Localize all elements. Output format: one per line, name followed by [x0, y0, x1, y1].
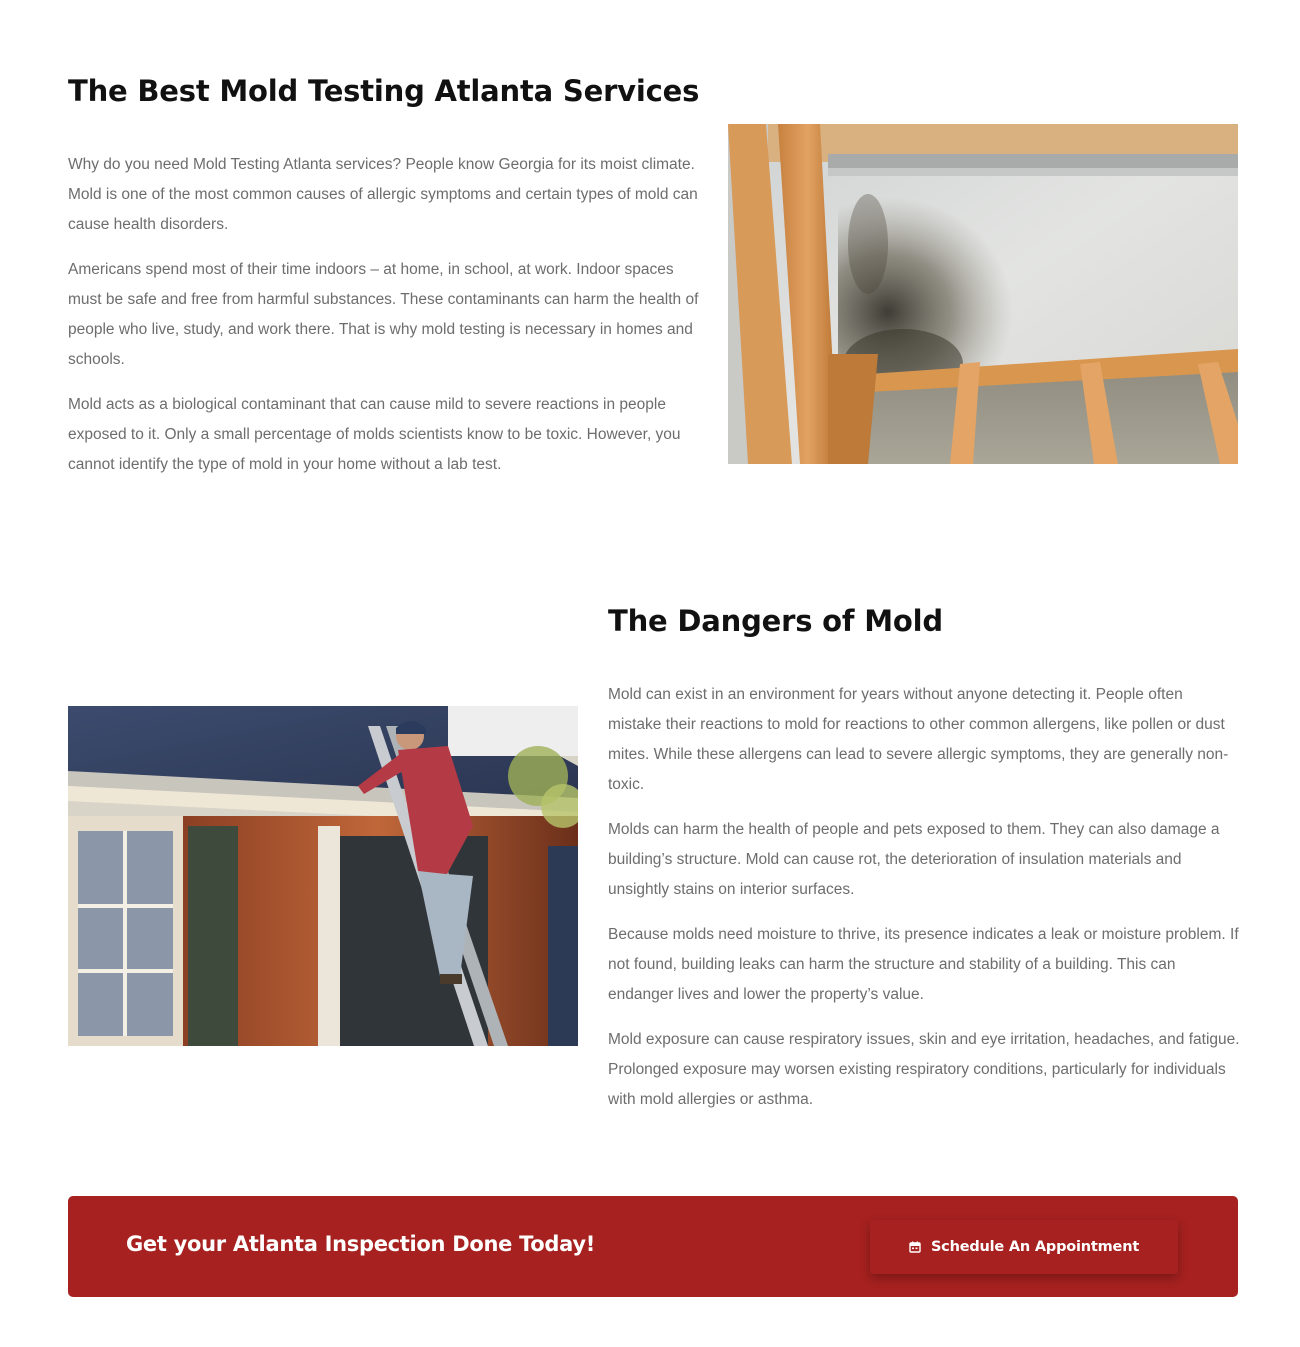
mold-testing-section: [68, 70, 1238, 490]
dangers-section: [68, 600, 1238, 1120]
paragraph: Because molds need moisture to thrive, its presence indicates a leak or moisture problem. If not found, building leaks can harm the structure and stability of a building. This can endanger lives and lower the property’s value.: [608, 926, 1239, 1003]
moldy-wall-image: [728, 124, 1238, 464]
section-title: The Dangers of Mold: [608, 604, 943, 638]
paragraph: Molds can harm the health of people and pets exposed to them. They can also damage a building’s structure. Mold can cause rot, the deterioration of insulation materials and unsightly stains on interior surfaces.: [608, 821, 1220, 898]
paragraph: Mold acts as a biological contaminant that can cause mild to severe reactions in people exposed to it. Only a small percentage of molds scientists know to be toxic. However, you cannot identify the type of mold in your home without a lab test.: [68, 396, 681, 473]
section-title: The Best Mold Testing Atlanta Services: [68, 74, 700, 108]
schedule-appointment-button[interactable]: [870, 1220, 1178, 1274]
section-body: [608, 680, 1240, 1130]
paragraph: Mold can exist in an environment for years without anyone detecting it. People often mistake their reactions to mold for reactions to other common allergens, like pollen or dust mites. While these allergens can lead to severe allergic symptoms, they are generally non-toxic.: [608, 686, 1229, 793]
gutter-inspection-image: [68, 706, 578, 1046]
section-body: [68, 150, 700, 495]
paragraph: Why do you need Mold Testing Atlanta services? People know Georgia for its moist climate. Mold is one of the most common causes of allergic symptoms and certain types of mold can cause health disorders.: [68, 156, 698, 233]
cta-title: Get your Atlanta Inspection Done Today!: [126, 1232, 596, 1256]
paragraph: Americans spend most of their time indoors – at home, in school, at work. Indoor spaces must be safe and free from harmful substances. These contaminants can harm the health of people who live, study, and work there. That is why mold testing is necessary in homes and schools.: [68, 261, 699, 368]
schedule-appointment-label: Schedule An Appointment: [930, 1239, 1140, 1255]
calendar-icon: [909, 1241, 921, 1253]
paragraph: Mold exposure can cause respiratory issues, skin and eye irritation, headaches, and fatigue. Prolonged exposure may worsen existing respiratory conditions, particularly for individuals with mold allergies or asthma.: [608, 1031, 1240, 1108]
cta-banner: [68, 1196, 1238, 1297]
